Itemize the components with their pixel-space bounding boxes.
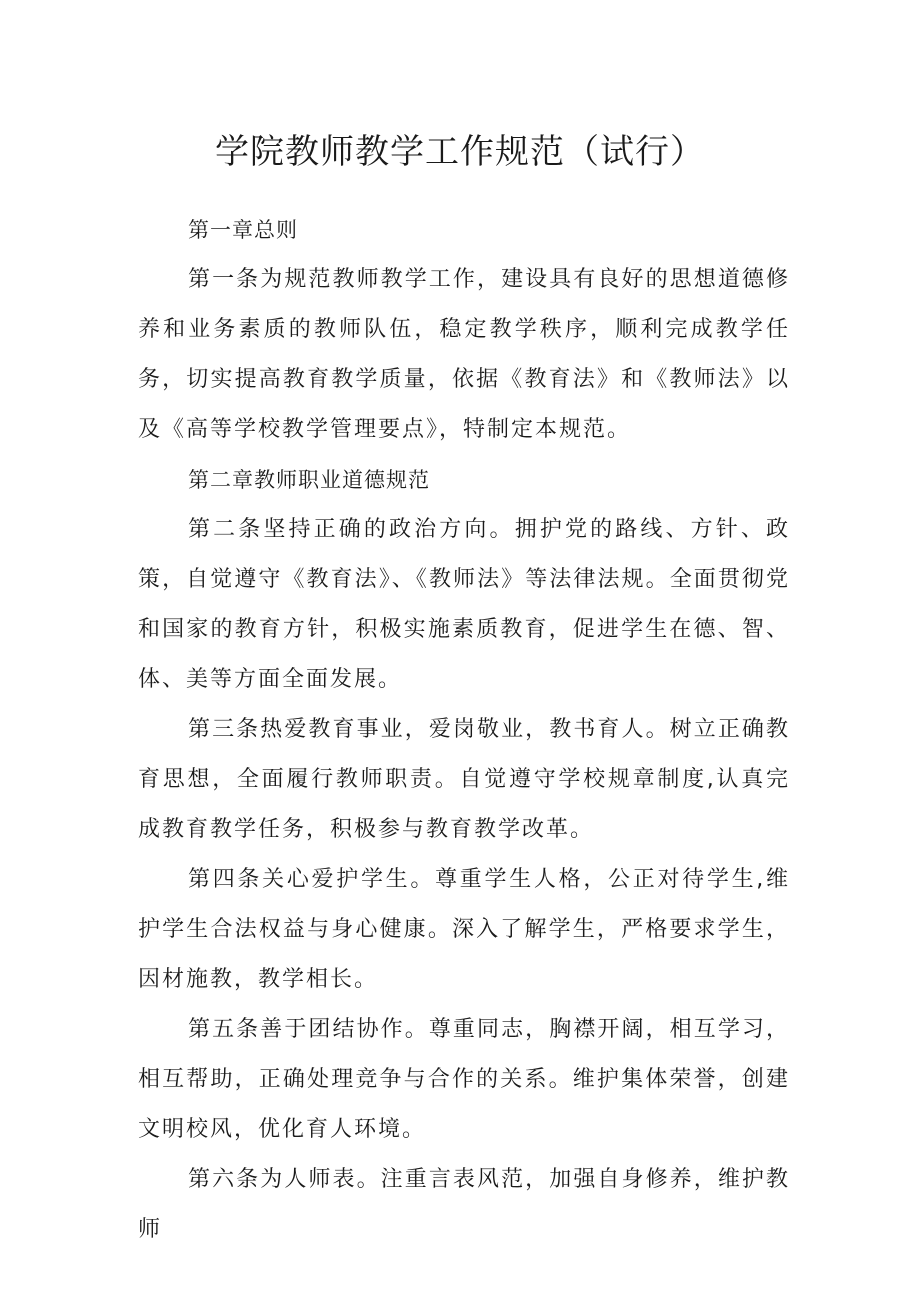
article-3: 第三条热爱教育事业，爱岗敬业，教书育人。树立正确教育思想，全面履行教师职责。自觉遵守学校规章制度,认真完成教育教学任务，积极参与教育教学改革。 <box>138 717 790 842</box>
document-title: 学院教师教学工作规范（试行） <box>215 132 705 172</box>
article-6: 第六条为人师表。注重言表风范，加强自身修养，维护教师 <box>138 1167 790 1242</box>
article-4: 第四条关心爱护学生。尊重学生人格，公正对待学生,维护学生合法权益与身心健康。深入了解学生，严格要求学生，因材施教，教学相长。 <box>138 867 790 992</box>
chapter-1-heading: 第一章总则 <box>188 218 298 242</box>
document-body <box>138 205 790 1255</box>
article-2: 第二条坚持正确的政治方向。拥护党的路线、方针、政策，自觉遵守《教育法》、《教师法》等法律法规。全面贯彻党和国家的教育方针，积极实施素质教育，促进学生在德、智、体、美等方面全面发展。 <box>138 517 790 692</box>
chapter-2-heading: 第二章教师职业道德规范 <box>188 468 430 492</box>
article-5: 第五条善于团结协作。尊重同志，胸襟开阔，相互学习，相互帮助，正确处理竞争与合作的关系。维护集体荣誉，创建文明校风，优化育人环境。 <box>138 1017 790 1142</box>
article-1: 第一条为规范教师教学工作，建设具有良好的思想道德修养和业务素质的教师队伍，稳定教学秩序，顺利完成教学任务，切实提高教育教学质量，依据《教育法》和《教师法》以及《高等学校教学管理要点》，特制定本规范。 <box>138 267 790 442</box>
